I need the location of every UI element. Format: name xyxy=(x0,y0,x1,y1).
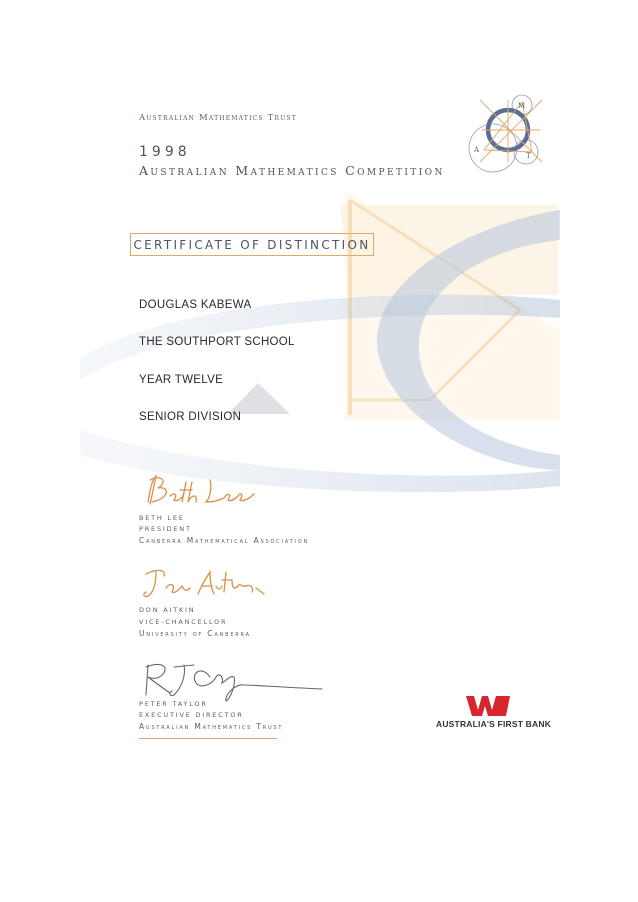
logo-letter-a: A xyxy=(474,146,480,154)
amt-logo xyxy=(460,92,550,176)
footer-divider xyxy=(139,738,277,739)
signatory-2-organisation: University of Canberra xyxy=(139,629,251,638)
organisation-name: Australian Mathematics Trust xyxy=(139,113,297,123)
recipient-year-level: YEAR TWELVE xyxy=(139,374,224,386)
certificate-title: CERTIFICATE OF DISTINCTION xyxy=(130,233,374,256)
logo-letter-m: M xyxy=(518,102,526,110)
signature-peter-taylor xyxy=(140,655,330,705)
recipient-division: SENIOR DIVISION xyxy=(139,411,242,423)
recipient-name: DOUGLAS KABEWA xyxy=(139,299,252,311)
recipient-school: THE SOUTHPORT SCHOOL xyxy=(139,336,295,348)
westpac-logo xyxy=(466,696,510,716)
signature-don-aitkin xyxy=(140,564,270,602)
sponsor-tagline: AUSTRALIA'S FIRST BANK xyxy=(436,719,552,729)
signatory-2-role: VICE-CHANCELLOR xyxy=(139,618,228,626)
signatory-1-name: BETH LEE xyxy=(139,514,185,522)
signature-beth-lee xyxy=(140,472,260,510)
competition-year: 1998 xyxy=(139,144,191,160)
signatory-1-role: PRESIDENT xyxy=(139,525,192,533)
signatory-3-role: EXECUTIVE DIRECTOR xyxy=(139,711,244,719)
signatory-3-name: PETER TAYLOR xyxy=(139,700,208,708)
competition-title: Australian Mathematics Competition xyxy=(139,163,445,178)
signatory-1-organisation: Canberra Mathematical Association xyxy=(139,536,309,545)
logo-letter-t: T xyxy=(526,152,531,160)
signatory-3-organisation: Australian Mathematics Trust xyxy=(139,722,284,731)
signatory-2-name: DON AITKIN xyxy=(139,606,196,614)
